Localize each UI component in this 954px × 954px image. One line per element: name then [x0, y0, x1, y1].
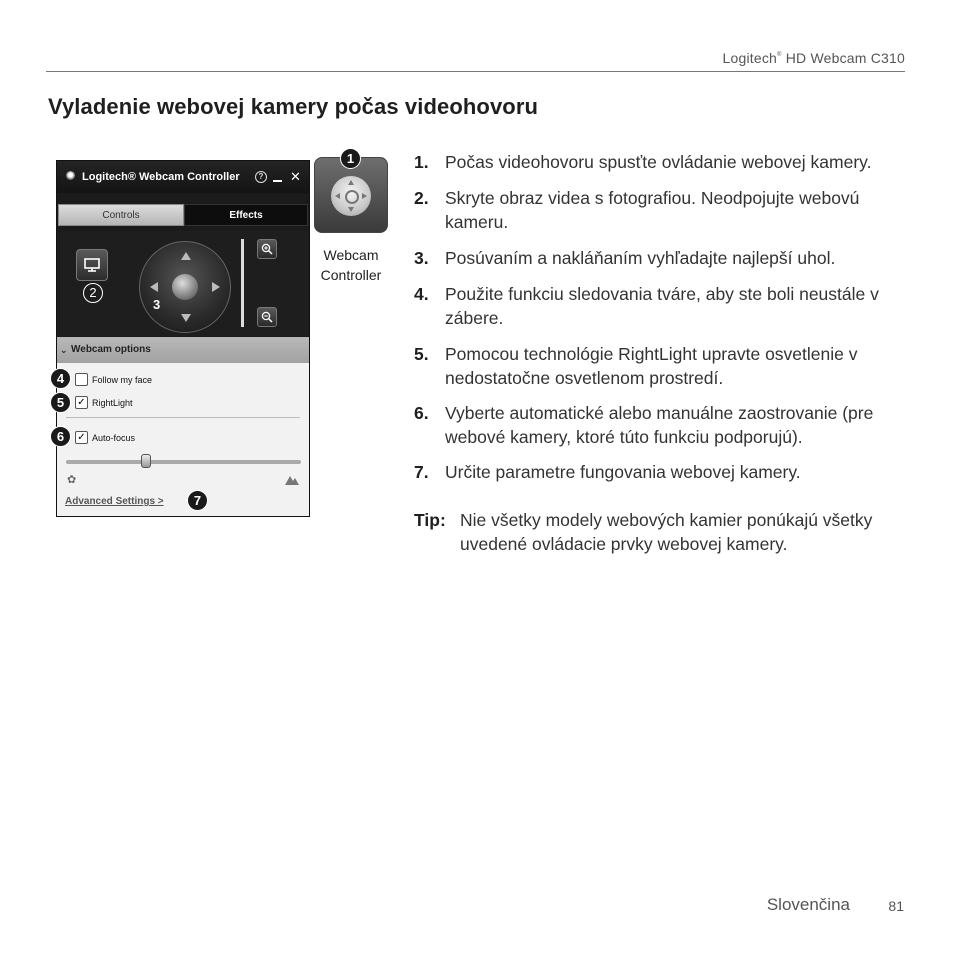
arrow-right-icon [362, 193, 367, 199]
tip-label: Tip: [414, 510, 446, 530]
options-divider [66, 417, 300, 418]
tilt-up-icon[interactable] [181, 252, 191, 260]
callout-4: 4 [50, 368, 71, 389]
advanced-settings-link[interactable]: Advanced Settings > [65, 496, 164, 507]
pan-center-button[interactable] [172, 274, 198, 300]
header-rule [46, 71, 905, 72]
window-title: Logitech® Webcam Controller [82, 171, 240, 183]
step-2 [414, 186, 914, 234]
webcam-logo-icon [66, 171, 75, 180]
tip-label-text: Tip [414, 510, 440, 530]
zoom-in-icon [261, 243, 273, 255]
callout-1: 1 [340, 148, 361, 169]
step-7 [414, 460, 914, 484]
tab-bar [57, 204, 309, 228]
webcam-options-header[interactable] [57, 337, 309, 363]
option-label: Auto-focus [92, 433, 136, 443]
step-number: 1. [414, 152, 429, 172]
screen-icon [84, 257, 100, 273]
zoom-in-button[interactable] [257, 239, 277, 259]
product-name: HD Webcam C310 [785, 50, 905, 66]
step-text: Vyberte automatické alebo manuálne zaostrovanie (pre webové kamery, ktoré túto funkciu podporujú). [445, 403, 874, 447]
step-number: 7. [414, 462, 429, 482]
focus-slider-thumb[interactable] [141, 454, 151, 468]
step-text: Počas videohovoru spusťte ovládanie webovej kamery. [445, 152, 872, 172]
callout-6: 6 [50, 426, 71, 447]
registered-mark: ® [777, 52, 782, 58]
arrow-up-icon [348, 180, 354, 185]
focus-near-icon: ✿ [67, 474, 77, 486]
page-number: 81 [888, 898, 904, 914]
arrow-down-icon [348, 207, 354, 212]
footer-language: Slovenčina [766, 895, 850, 914]
auto-focus-checkbox[interactable]: ✓ [75, 431, 88, 444]
step-text: Posúvaním a nakláňaním vyhľadajte najlepší uhol. [445, 248, 836, 268]
focus-slider-track[interactable] [66, 460, 301, 464]
follow-my-face-checkbox[interactable] [75, 373, 88, 386]
tab-controls[interactable]: Controls [58, 204, 184, 226]
step-number: 5. [414, 344, 429, 364]
page-title: Vyladenie webovej kamery počas videohovoru [48, 94, 539, 119]
option-label: Follow my face [92, 375, 153, 385]
step-number: 4. [414, 284, 429, 304]
help-icon[interactable]: ? [255, 171, 267, 183]
webcam-controller-icon [331, 176, 371, 216]
header-brand [722, 50, 905, 66]
callout-3: 3 [153, 297, 161, 312]
webcam-options-body [57, 363, 309, 516]
tip-note [414, 508, 894, 556]
tip-text: Nie všetky modely webových kamier ponúkajú všetky uvedené ovládacie prvky webovej kamery. [460, 510, 873, 554]
callout-2: 2 [83, 283, 103, 303]
step-number: 2. [414, 188, 429, 208]
close-icon[interactable]: ✕ [290, 169, 301, 184]
pan-left-icon[interactable] [150, 282, 158, 292]
pan-tilt-pad[interactable] [139, 241, 231, 333]
step-text: Určite parametre fungovania webovej kamery. [445, 462, 801, 482]
minimize-icon[interactable] [273, 180, 282, 182]
controls-panel [57, 231, 309, 336]
arrow-left-icon [335, 193, 340, 199]
step-number: 3. [414, 248, 429, 268]
step-text: Použite funkciu sledovania tváre, aby ste boli neustále v zábere. [445, 284, 879, 328]
pan-right-icon[interactable] [212, 282, 220, 292]
zoom-out-icon [261, 311, 273, 323]
step-3 [414, 246, 914, 270]
tilt-down-icon[interactable] [181, 314, 191, 322]
zoom-out-button[interactable] [257, 307, 277, 327]
launcher-label: Webcam Controller [320, 247, 382, 283]
brand-name: Logitech [722, 50, 778, 66]
step-5 [414, 342, 914, 390]
step-number: 6. [414, 403, 429, 423]
webcam-options-label: Webcam options [71, 344, 151, 355]
chevron-down-icon: ⌄ [60, 345, 68, 355]
webcam-controller-window [56, 160, 310, 517]
step-text: Skryte obraz videa s fotografiou. Neodpojujte webovú kameru. [445, 188, 860, 232]
window-titlebar [57, 161, 309, 193]
zoom-slider[interactable] [241, 239, 244, 327]
step-4 [414, 282, 914, 330]
step-text: Pomocou technológie RightLight upravte osvetlenie v nedostatočne osvetlenom prostredí. [445, 344, 858, 388]
option-label: RightLight [92, 398, 133, 408]
focus-far-icon [285, 473, 299, 485]
ring-icon [345, 190, 359, 204]
callout-7: 7 [187, 490, 208, 511]
step-6 [414, 401, 914, 449]
step-1 [414, 150, 914, 174]
callout-5: 5 [50, 392, 71, 413]
tab-effects[interactable]: Effects [184, 204, 308, 226]
hide-video-button[interactable] [76, 249, 108, 281]
rightlight-checkbox[interactable]: ✓ [75, 396, 88, 409]
